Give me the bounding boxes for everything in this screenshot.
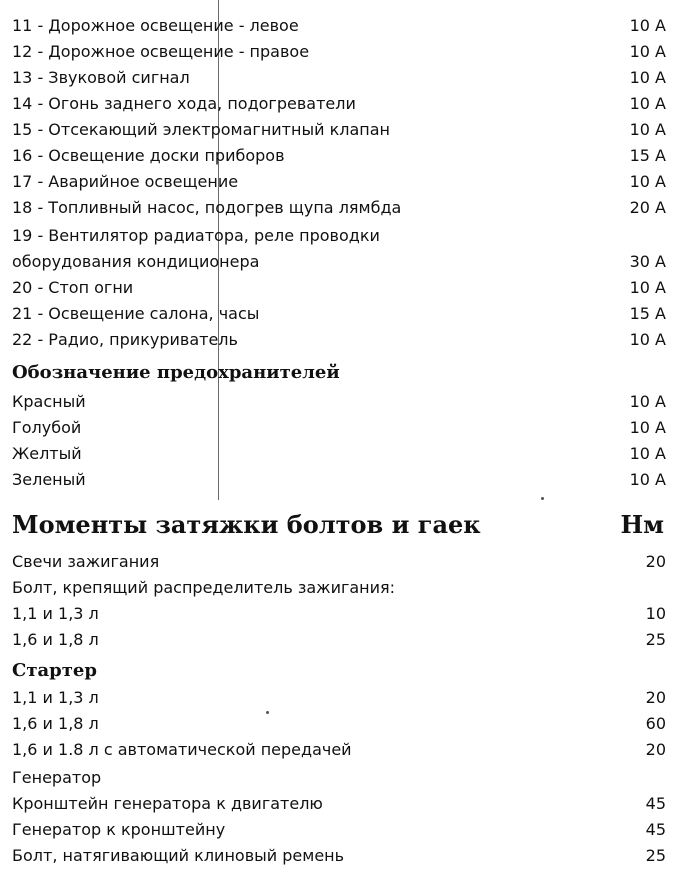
row-label: Болт, крепящий распределитель зажигания: [12,578,396,597]
row-label: Желтый [12,444,82,463]
row-value: 25 [645,846,666,865]
list-item [12,16,666,36]
list-item [12,846,666,866]
list-item [12,630,666,650]
row-label: 16 - Освещение доски приборов [12,146,285,165]
row-value: 20 [645,740,666,759]
row-value: 60 [645,714,666,733]
row-label: 20 - Стоп огни [12,278,134,297]
list-item [12,252,666,272]
list-item [12,68,666,88]
row-label: 18 - Топливный насос, подогрев щупа лямбда [12,198,402,217]
scan-speck [266,711,269,714]
row-value: 10 А [629,392,666,411]
list-item [12,226,666,246]
row-label: 21 - Освещение салона, часы [12,304,260,323]
row-label: 13 - Звуковой сигнал [12,68,190,87]
row-label: Зеленый [12,470,86,489]
row-label: 22 - Радио, прикуриватель [12,330,238,349]
row-label: Болт, натягивающий клиновый ремень [12,846,345,865]
row-label: Красный [12,392,86,411]
scan-speck [541,497,544,500]
row-value: 25 [645,630,666,649]
list-item [12,604,666,624]
row-value: 15 А [629,304,666,323]
row-value: 20 [645,552,666,571]
torque-heading: Моменты затяжки болтов и гаек [12,510,481,539]
list-item [12,794,666,814]
list-item [12,392,666,412]
row-value: 10 А [629,42,666,61]
list-item [12,714,666,734]
row-label: 12 - Дорожное освещение - правое [12,42,310,61]
list-item [12,120,666,140]
row-label: 15 - Отсекающий электромагнитный клапан [12,120,390,139]
row-label: 1,1 и 1,3 л [12,688,99,707]
row-value: 10 А [629,94,666,113]
fuse-colors-heading: Обозначение предохранителей [12,362,340,383]
torque-unit: Нм [620,510,664,539]
row-label: 1,6 и 1.8 л с автоматической передачей [12,740,352,759]
row-label: 1,6 и 1,8 л [12,630,99,649]
list-item [12,578,666,598]
row-label: 17 - Аварийное освещение [12,172,239,191]
list-item [12,740,666,760]
list-item [12,820,666,840]
row-value: 10 А [629,470,666,489]
row-value: 10 А [629,278,666,297]
row-label: Кронштейн генератора к двигателю [12,794,323,813]
row-label: Генератор к кронштейну [12,820,226,839]
list-item [12,94,666,114]
row-value: 10 А [629,68,666,87]
row-label: Генератор [12,768,102,787]
list-item [12,172,666,192]
list-item [12,552,666,572]
starter-heading: Стартер [12,660,97,681]
row-value: 45 [645,794,666,813]
row-value: 10 [645,604,666,623]
row-label: Голубой [12,418,82,437]
list-item [12,470,666,490]
row-value: 10 А [629,444,666,463]
list-item [12,444,666,464]
list-item [12,418,666,438]
row-value: 10 А [629,172,666,191]
row-value: 20 А [629,198,666,217]
row-value: 15 А [629,146,666,165]
row-label: 1,6 и 1,8 л [12,714,99,733]
list-item [12,688,666,708]
list-item [12,768,666,788]
row-value: 10 А [629,16,666,35]
row-value: 20 [645,688,666,707]
row-label: оборудования кондиционера [12,252,260,271]
row-label: 11 - Дорожное освещение - левое [12,16,299,35]
list-item [12,278,666,298]
row-label: Свечи зажигания [12,552,160,571]
row-value: 10 А [629,330,666,349]
list-item [12,146,666,166]
row-value: 30 А [629,252,666,271]
row-value: 10 А [629,120,666,139]
row-label: 1,1 и 1,3 л [12,604,99,623]
list-item [12,42,666,62]
row-value: 45 [645,820,666,839]
list-item [12,330,666,350]
row-value: 10 А [629,418,666,437]
row-label: 14 - Огонь заднего хода, подогреватели [12,94,356,113]
list-item [12,198,666,218]
row-label: 19 - Вентилятор радиатора, реле проводки [12,226,380,245]
list-item [12,304,666,324]
